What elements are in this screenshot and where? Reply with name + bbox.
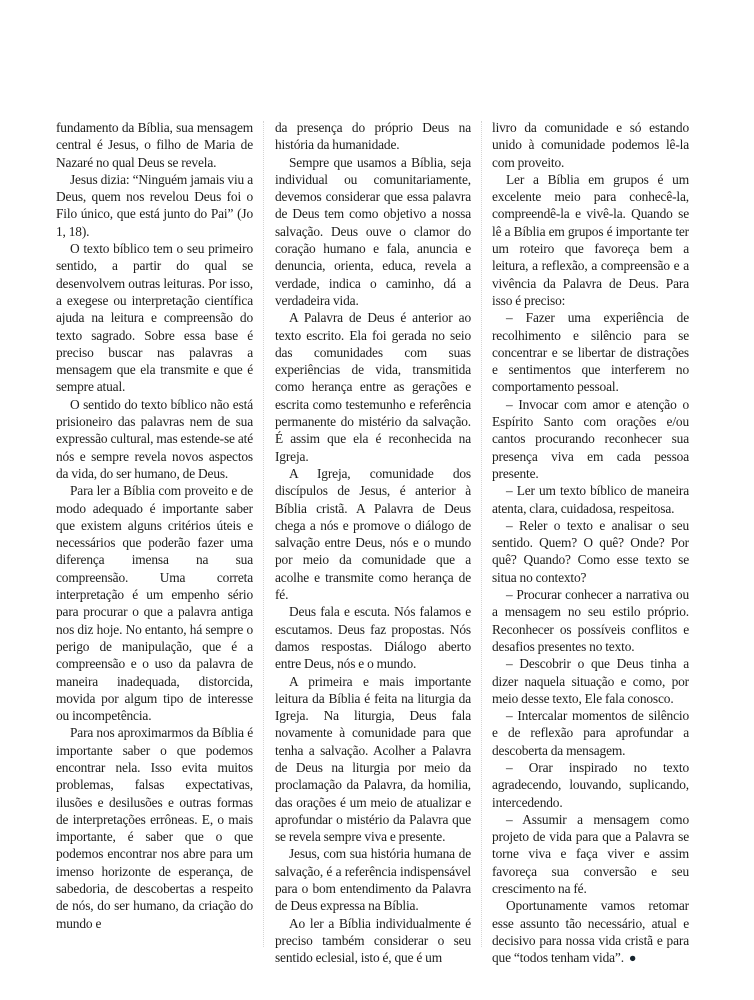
paragraph: Deus fala e escuta. Nós falamos e escutamos. Deus faz propostas. Nós damos respostas. Diálogo aberto entre Deus, nós e o mundo. [275, 604, 471, 672]
paragraph: – Procurar conhecer a narrativa ou a mensagem no seu estilo próprio. Reconhecer os possíveis conflitos e desafios presentes no texto. [492, 587, 689, 654]
column-rule [481, 121, 482, 947]
paragraph: Oportunamente vamos retomar esse assunto tão necessário, atual e decisivo para nossa vida cristã e para que “todos tenham vida”. ● [492, 898, 689, 966]
paragraph: Ao ler a Bíblia individualmente é preciso também considerar o seu sentido eclesial, isto é, que é um [275, 915, 471, 966]
paragraph: – Descobrir o que Deus tinha a dizer naquela situação e como, por meio desse texto, Ele fala conosco. [492, 656, 689, 706]
paragraph: – Orar inspirado no texto agradecendo, louvando, suplicando, intercedendo. [492, 759, 689, 810]
paragraph: O texto bíblico tem o seu primeiro sentido, a partir do qual se desenvolvem outras leituras. Por isso, a exegese ou interpretação científica ajuda na leitura e compreensão do texto sagrado. Sobre essa base é preciso buscar nas palavras a mensagem que ela transmite e que é sempre atual. [56, 241, 253, 395]
paragraph: Para nos aproximarmos da Bíblia é importante saber o que podemos encontrar nela. Isso evita muitos problemas, falsas expectativas, ilusões e desilusões e outras formas de interpretações errôneas. E, o mais importante, é saber que o que podemos encontrar nos abre para um imenso horizonte de esperança, de sabedoria, de descobertas a respeito de nós, do ser humano, da criação do mundo e [56, 725, 253, 931]
paragraph: Ler a Bíblia em grupos é um excelente meio para conhecê-la, compreendê-la e vivê-la. Quando se lê a Bíblia em grupos é importante ter um roteiro que favoreça bem a leitura, a reflexão, a compreensão e a vivência da Palavra de Deus. Para isso é preciso: [492, 171, 689, 308]
column-rule [263, 121, 264, 947]
paragraph: O sentido do texto bíblico não está prisioneiro das palavras nem de sua expressão cultural, mas estende-se até nós e sempre revela novos aspectos da vida, do ser humano, de Deus. [56, 396, 253, 481]
paragraph: A primeira e mais importante leitura da Bíblia é feita na liturgia da Igreja. Na liturgia, Deus fala novamente à comunidade para que tenha a salvação. Acolher a Palavra de Deus na liturgia por meio da proclamação da Palavra, da homilia, das orações é um meio de atualizar e aprofundar o mistério da Palavra que se revela sempre viva e presente. [275, 673, 471, 845]
end-of-article-icon: ● [628, 951, 637, 966]
paragraph: livro da comunidade e só estando unido à comunidade podemos lê-la com proveito. [492, 120, 689, 170]
paragraph: – Invocar com amor e atenção o Espírito Santo com orações e/ou cantos procurando reconhecer sua presença viva em cada pessoa presente. [492, 396, 689, 481]
paragraph: A Palavra de Deus é anterior ao texto escrito. Ela foi gerada no seio das comunidades com suas experiências de vida, transmitida como herança entre as gerações e escrita como testemunho e referência permanente do mistério da salvação. É assim que ela é reconhecida na Igreja. [275, 310, 471, 464]
text-column-1 [56, 119, 253, 932]
paragraph: da presença do próprio Deus na história da humanidade. [275, 120, 471, 153]
paragraph: – Reler o texto e analisar o seu sentido. Quem? O quê? Onde? Por quê? Quando? Como esse texto se situa no contexto? [492, 517, 689, 585]
paragraph: Para ler a Bíblia com proveito e de modo adequado é importante saber que existem alguns critérios úteis e necessários que poderão fazer uma diferença imensa na sua compreensão. Uma correta interpretação é um empenho sério para procurar o que a palavra antiga nos diz hoje. No entanto, há sempre o perigo de manipulação, que é a compreensão e o uso da palavra de maneira inadequada, distorcida, movida por algum tipo de interesse ou incompetência. [56, 483, 253, 724]
paragraph: Jesus dizia: “Ninguém jamais viu a Deus, quem nos revelou Deus foi o Filo único, que está junto do Pai” (Jo 1, 18). [56, 171, 253, 239]
paragraph: fundamento da Bíblia, sua mensagem central é Jesus, o filho de Maria de Nazaré no qual Deus se revela. [56, 120, 253, 170]
paragraph: A Igreja, comunidade dos discípulos de Jesus, é anterior à Bíblia cristã. A Palavra de Deus chega a nós e promove o diálogo de salvação entre Deus, nós e o mundo por meio da comunidade que a acolhe e transmite como herança de fé. [275, 465, 471, 603]
paragraph: – Fazer uma experiência de recolhimento e silêncio para se concentrar e se libertar de distrações e sentimentos que interferem no comportamento pessoal. [492, 310, 689, 395]
paragraph: Sempre que usamos a Bíblia, seja individual ou comunitariamente, devemos considerar que essa palavra de Deus tem como objetivo a nossa salvação. Deus ouve o clamor do coração humano e fala, anuncia e denuncia, orienta, educa, revela a verdade, indica o caminho, dá a verdadeira vida. [275, 154, 471, 308]
paragraph: – Intercalar momentos de silêncio e de reflexão para aprofundar a descoberta da mensagem. [492, 708, 689, 758]
text-column-2 [275, 119, 471, 967]
paragraph: – Assumir a mensagem como projeto de vida para que a Palavra se torne viva e faça viver e assim favoreça sua conversão e seu crescimento na fé. [492, 811, 689, 897]
paragraph: – Ler um texto bíblico de maneira atenta, clara, cuidadosa, respeitosa. [492, 483, 689, 516]
text-column-3 [492, 119, 689, 968]
paragraph: Jesus, com sua história humana de salvação, é a referência indispensável para o bom entendimento da Palavra de Deus expressa na Bíblia. [275, 846, 471, 914]
